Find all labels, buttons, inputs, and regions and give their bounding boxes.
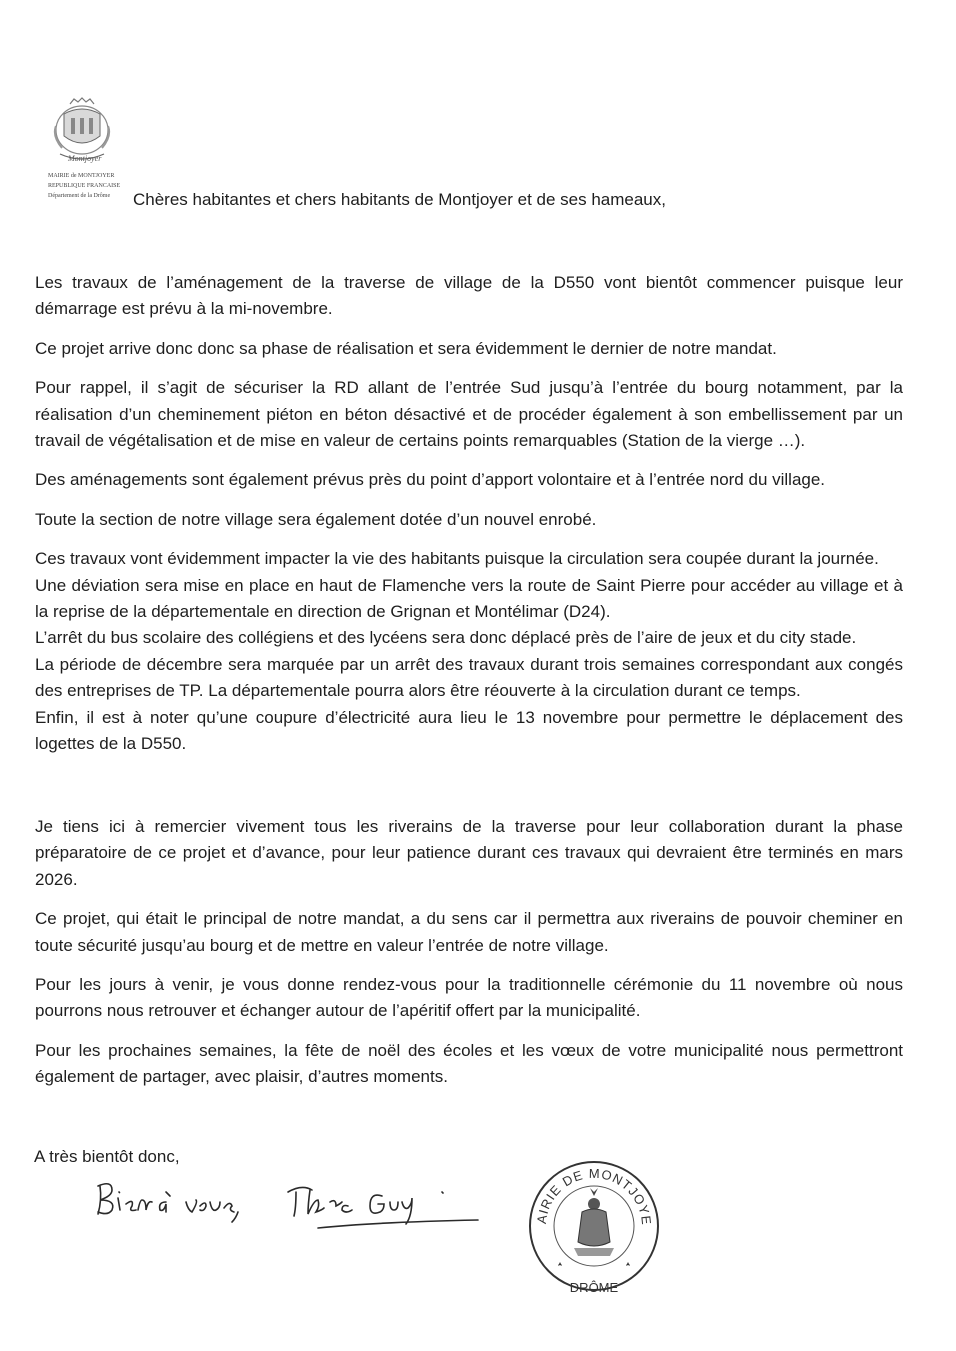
- paragraph: Enfin, il est à noter qu’une coupure d’électricité aura lieu le 13 novembre pour permettre le déplacement des logettes de la D550.: [35, 707, 903, 754]
- signature-icon: [90, 1168, 490, 1248]
- paragraph: Des aménagements sont également prévus près du point d’apport volontaire et à l’entrée nord du village.: [35, 470, 826, 490]
- handwritten-signature: [90, 1168, 490, 1253]
- paragraph: Ce projet arrive donc donc sa phase de réalisation et sera évidemment le dernier de notre mandat.: [35, 338, 777, 358]
- stamp-top-text: AIRIE DE MONTJOYE: [533, 1165, 655, 1227]
- letterhead-line-1: MAIRIE de MONTJOYER: [48, 173, 115, 179]
- stamp-bottom-text: DRÔME: [569, 1280, 619, 1295]
- logo-banner: Montjoyer: [68, 154, 102, 163]
- paragraph: Pour les jours à venir, je vous donne rendez-vous pour la traditionnelle cérémonie du 11 novembre où nous pourrons nous retrouver et échanger autour de l’apéritif offert par la municipalité.: [35, 975, 903, 1021]
- mairie-stamp: [524, 1148, 664, 1303]
- closing: A très bientôt donc,: [34, 1147, 180, 1166]
- paragraph: Ces travaux vont évidemment impacter la vie des habitants puisque la circulation sera coupée durant la journée.: [35, 549, 879, 569]
- paragraph: Pour les prochaines semaines, la fête de noël des écoles et les vœux de votre municipalité nous permettront également de partager, avec plaisir, d’autres moments.: [35, 1040, 903, 1087]
- letter-body-2: [35, 814, 903, 1104]
- stamp-icon: [524, 1148, 664, 1298]
- paragraph: Je tiens ici à remercier vivement tous les riverains de la traverse pour leur collaboration durant la phase préparatoire de ce projet et d’avance, pour leur patience durant ces travaux qui devraient être terminés en mars 2026.: [35, 817, 903, 889]
- paragraph: Les travaux de l’aménagement de la traverse de village de la D550 vont bientôt commencer puisque leur démarrage est prévu à la mi-novembre.: [35, 273, 903, 319]
- paragraph: Pour rappel, il s’agit de sécuriser la RD allant de l’entrée Sud jusqu’à l’entrée du bourg notamment, par la réalisation d’un cheminement piéton en béton désactivé et de procéder également à son embellissement par un travail de végétalisation et de mise en valeur de certains points remarquables (Station de la vierge …).: [35, 378, 903, 451]
- municipal-logo: [44, 96, 124, 201]
- letterhead-line-2: REPUBLIQUE FRANCAISE: [48, 183, 121, 189]
- letter-body-1: [35, 270, 903, 758]
- paragraph: Toute la section de notre village sera également dotée d’un nouvel enrobé.: [35, 509, 597, 529]
- paragraph: L’arrêt du bus scolaire des collégiens et des lycéens sera donc déplacé près de l’aire de jeux et du city stade.: [35, 628, 857, 648]
- letterhead-line-3: Département de la Drôme: [48, 193, 111, 199]
- paragraph: Une déviation sera mise en place en haut de Flamenche vers la route de Saint Pierre pour accéder au village et à la reprise de la départementale en direction de Grignan et Montélimar (D24).: [35, 575, 903, 622]
- greeting: Chères habitantes et chers habitants de Montjoyer et de ses hameaux,: [133, 190, 666, 209]
- paragraph: Ce projet, qui était le principal de notre mandat, a du sens car il permettra aux riverains de pouvoir cheminer en toute sécurité jusqu’au bourg et de mettre en valeur l’entrée de notre village.: [35, 909, 903, 955]
- paragraph: La période de décembre sera marquée par un arrêt des travaux durant trois semaines correspondant aux congés des entreprises de TP. La départementale pourra alors être réouverte à la circulation durant ce temps.: [35, 654, 903, 701]
